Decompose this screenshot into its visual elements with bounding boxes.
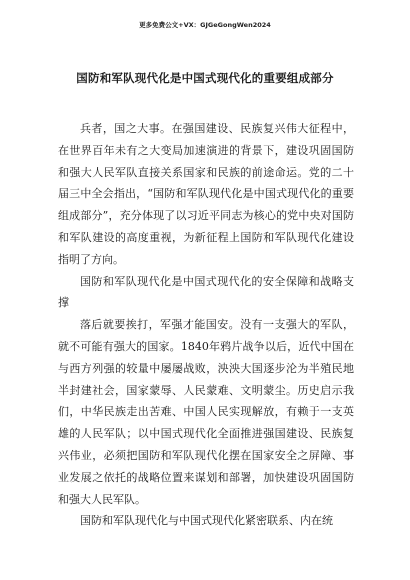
page-header: 更多免费公文+VX：GJGeGongWen2024 xyxy=(139,21,271,29)
paragraph-history: 落后就要挨打，军强才能国安。没有一支强大的军队，就不可能有强大的国家。1840年鸦片战争以后，近代中国在与西方列强的较量中屡屡战败，泱泱大国逐步沦为半殖民地半封建社会，国家蒙辱、人民蒙难、文明蒙尘。历史启示我们，中华民族走出苦难、中国人民实现解放，有赖于一支英雄的人民军队；以中国式现代化全面推进强国建设、民族复兴伟业，必须把国防和军队现代化摆在国家安全之屏障、事业发展之依托的战略位置来谋划和部署，加快建设巩固国防和强大人民军队。 xyxy=(58,318,354,506)
document-title: 国防和军队现代化是中国式现代化的重要组成部分 xyxy=(76,71,334,85)
paragraph-intro: 兵者，国之大事。在强国建设、民族复兴伟大征程中，在世界百年未有之大变局加速演进的背景下，建设巩固国防和强大人民军队直接关系国家和民族的前途命运。党的二十届三中全会指出，“国防和军队现代化是中国式现代化的重要组成部分”，充分体现了以习近平同志为核心的党中央对国防和军队建设的高度重视，为新征程上国防和军队现代化建设指明了方向。 xyxy=(58,122,354,266)
paragraph-continuation: 国防和军队现代化与中国式现代化紧密联系、内在统 xyxy=(80,514,333,528)
document-body xyxy=(58,118,354,532)
section-heading: 国防和军队现代化是中国式现代化的安全保障和战略支撑 xyxy=(58,274,354,310)
